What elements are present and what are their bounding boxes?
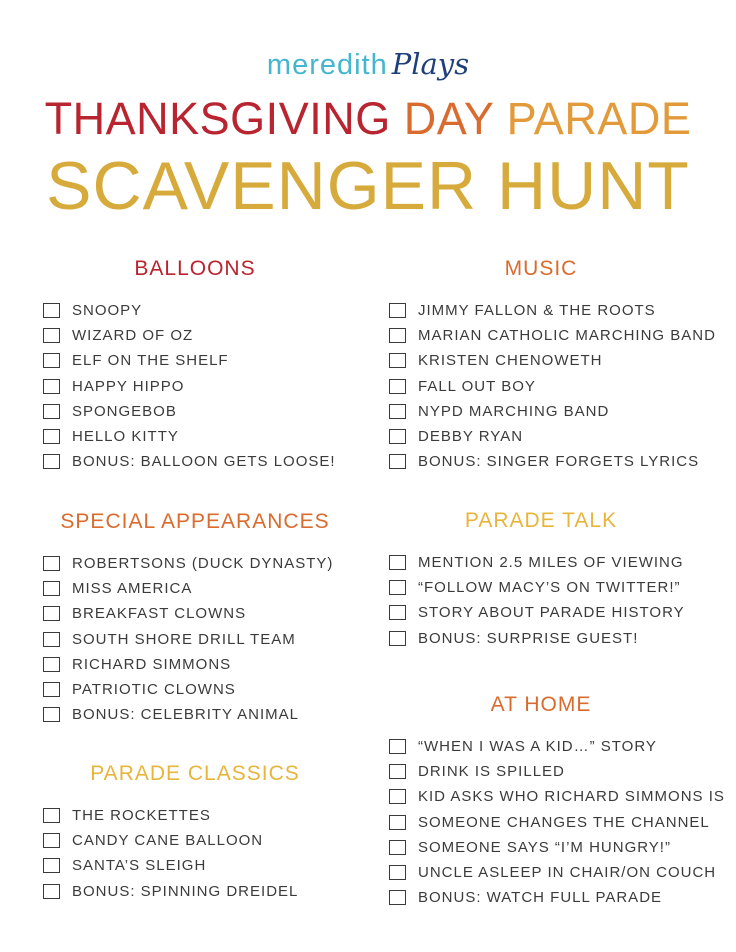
item-label: SNOOPY — [72, 302, 143, 320]
checklist-item — [40, 803, 350, 828]
checklist-item — [386, 626, 696, 651]
checkbox[interactable] — [389, 815, 406, 830]
checkbox[interactable] — [43, 429, 60, 444]
checkbox[interactable] — [43, 657, 60, 672]
checklist-item — [386, 759, 696, 784]
checkbox[interactable] — [43, 707, 60, 722]
checklist-item — [40, 348, 350, 373]
checklist-item — [386, 860, 717, 885]
checklist-item — [40, 298, 350, 323]
checklist-item — [40, 449, 350, 474]
checkbox[interactable] — [389, 404, 406, 419]
item-label: SOUTH SHORE DRILL TEAM — [72, 630, 296, 648]
checkbox[interactable] — [389, 631, 406, 646]
checklist — [386, 550, 696, 651]
checkbox[interactable] — [389, 328, 406, 343]
item-label: CANDY CANE BALLOON — [72, 832, 264, 850]
brand-logo-part1: meredith — [266, 49, 388, 81]
checklist-item — [40, 828, 350, 853]
checkbox[interactable] — [389, 605, 406, 620]
section-title: PARADE CLASSICS — [90, 762, 300, 785]
checkbox[interactable] — [389, 353, 406, 368]
title-line1 — [0, 92, 736, 146]
checkbox[interactable] — [43, 328, 60, 343]
item-label: BONUS: CELEBRITY ANIMAL — [72, 706, 299, 724]
checklist-item — [386, 575, 696, 600]
item-label: SOMEONE SAYS “I’M HUNGRY!” — [418, 838, 671, 856]
section-title: BALLOONS — [134, 257, 256, 280]
item-label: HELLO KITTY — [72, 428, 179, 446]
checklist-item — [40, 601, 350, 626]
checklist-item — [386, 298, 696, 323]
item-label: BONUS: SPINNING DREIDEL — [72, 882, 299, 900]
checklist — [40, 803, 350, 904]
checkbox[interactable] — [43, 632, 60, 647]
brand-logo-part2: Plays — [391, 47, 470, 81]
item-label: MISS AMERICA — [72, 580, 193, 598]
item-label: BONUS: SURPRISE GUEST! — [418, 629, 639, 647]
checkbox[interactable] — [43, 682, 60, 697]
item-label: SOMEONE CHANGES THE CHANNEL — [418, 813, 710, 831]
section-at-home — [386, 692, 725, 910]
title-word-thanksgiving: THANKSGIVING — [44, 93, 391, 144]
checklist-item — [386, 550, 696, 575]
checkbox[interactable] — [389, 789, 406, 804]
item-label: ELF ON THE SHELF — [72, 352, 229, 370]
checkbox[interactable] — [43, 833, 60, 848]
item-label: BONUS: SINGER FORGETS LYRICS — [418, 453, 700, 471]
item-label: BONUS: WATCH FULL PARADE — [418, 889, 663, 907]
checklist-item — [40, 652, 350, 677]
checklist-item — [40, 702, 350, 727]
checklist-item — [386, 449, 700, 474]
item-label: MARIAN CATHOLIC MARCHING BAND — [418, 327, 716, 345]
checklist-item — [386, 374, 696, 399]
item-label: FALL OUT BOY — [418, 377, 536, 395]
item-label: BREAKFAST CLOWNS — [72, 605, 247, 623]
section-parade-classics — [40, 761, 350, 904]
checkbox[interactable] — [389, 580, 406, 595]
item-label: MENTION 2.5 MILES OF VIEWING — [418, 554, 684, 572]
checklist-item — [40, 576, 350, 601]
checklist-item — [386, 323, 716, 348]
checkbox[interactable] — [389, 303, 406, 318]
item-label: BONUS: BALLOON GETS LOOSE! — [72, 453, 336, 471]
item-label: HAPPY HIPPO — [72, 377, 185, 395]
section-title: MUSIC — [504, 257, 578, 280]
checklist-item — [40, 424, 350, 449]
checkbox[interactable] — [389, 429, 406, 444]
checkbox[interactable] — [43, 379, 60, 394]
checklist-item — [386, 424, 696, 449]
brand-logo — [0, 44, 736, 85]
checklist-item — [386, 734, 696, 759]
item-label: JIMMY FALLON & THE ROOTS — [418, 302, 656, 320]
checkbox[interactable] — [389, 865, 406, 880]
item-label: UNCLE ASLEEP IN CHAIR/ON COUCH — [418, 864, 717, 882]
title-word-day: DAY — [403, 93, 494, 144]
checklist-item — [40, 879, 350, 904]
checklist-item — [40, 374, 350, 399]
item-label: “WHEN I WAS A KID…” STORY — [418, 738, 657, 756]
checkbox[interactable] — [389, 739, 406, 754]
checklist-item — [386, 835, 696, 860]
checklist-item — [386, 810, 710, 835]
checklist-item — [40, 399, 350, 424]
checkbox[interactable] — [389, 555, 406, 570]
checkbox[interactable] — [43, 556, 60, 571]
item-label: ROBERTSONS (DUCK DYNASTY) — [72, 555, 334, 573]
checklist-item — [40, 323, 350, 348]
item-label: WIZARD OF OZ — [72, 327, 194, 345]
item-label: KID ASKS WHO RICHARD SIMMONS IS — [418, 788, 725, 806]
checkbox[interactable] — [43, 454, 60, 469]
title-word-parade: PARADE — [506, 93, 692, 144]
section-special-appearances — [40, 509, 350, 727]
checkbox[interactable] — [43, 808, 60, 823]
checklist-item — [40, 853, 350, 878]
checkbox[interactable] — [389, 840, 406, 855]
section-parade-talk — [386, 508, 696, 651]
checkbox[interactable] — [43, 581, 60, 596]
checklist-item — [386, 885, 696, 910]
checkbox[interactable] — [43, 884, 60, 899]
item-label: PATRIOTIC CLOWNS — [72, 681, 236, 699]
item-label: THE ROCKETTES — [72, 807, 211, 825]
section-title: PARADE TALK — [464, 509, 618, 532]
item-label: SANTA’S SLEIGH — [72, 857, 207, 875]
section-balloons — [40, 256, 350, 474]
section-title: SPECIAL APPEARANCES — [60, 510, 330, 533]
item-label: DRINK IS SPILLED — [418, 763, 565, 781]
item-label: RICHARD SIMMONS — [72, 655, 232, 673]
checkbox[interactable] — [43, 303, 60, 318]
item-label: DEBBY RYAN — [418, 428, 524, 446]
checkbox[interactable] — [389, 890, 406, 905]
section-title: AT HOME — [490, 693, 592, 716]
checklist — [40, 551, 350, 727]
checklist-item — [40, 551, 350, 576]
item-label: STORY ABOUT PARADE HISTORY — [418, 604, 685, 622]
item-label: SPONGEBOB — [72, 402, 177, 420]
checkbox[interactable] — [43, 606, 60, 621]
section-music — [386, 256, 716, 474]
checklist-item — [386, 399, 696, 424]
checklist-item — [386, 600, 696, 625]
checklist — [386, 298, 716, 474]
checklist — [386, 734, 725, 910]
checkbox[interactable] — [389, 454, 406, 469]
checkbox[interactable] — [389, 764, 406, 779]
checklist-item — [40, 677, 350, 702]
checkbox[interactable] — [43, 858, 60, 873]
checklist — [40, 298, 350, 474]
item-label: KRISTEN CHENOWETH — [418, 352, 603, 370]
item-label: NYPD MARCHING BAND — [418, 402, 610, 420]
checkbox[interactable] — [389, 379, 406, 394]
checklist-item — [386, 784, 725, 809]
checklist-item — [386, 348, 696, 373]
title-line2: SCAVENGER HUNT — [46, 148, 690, 224]
checkbox[interactable] — [43, 404, 60, 419]
checklist-item — [40, 627, 350, 652]
item-label: “FOLLOW MACY’S ON TWITTER!” — [418, 579, 681, 597]
checkbox[interactable] — [43, 353, 60, 368]
